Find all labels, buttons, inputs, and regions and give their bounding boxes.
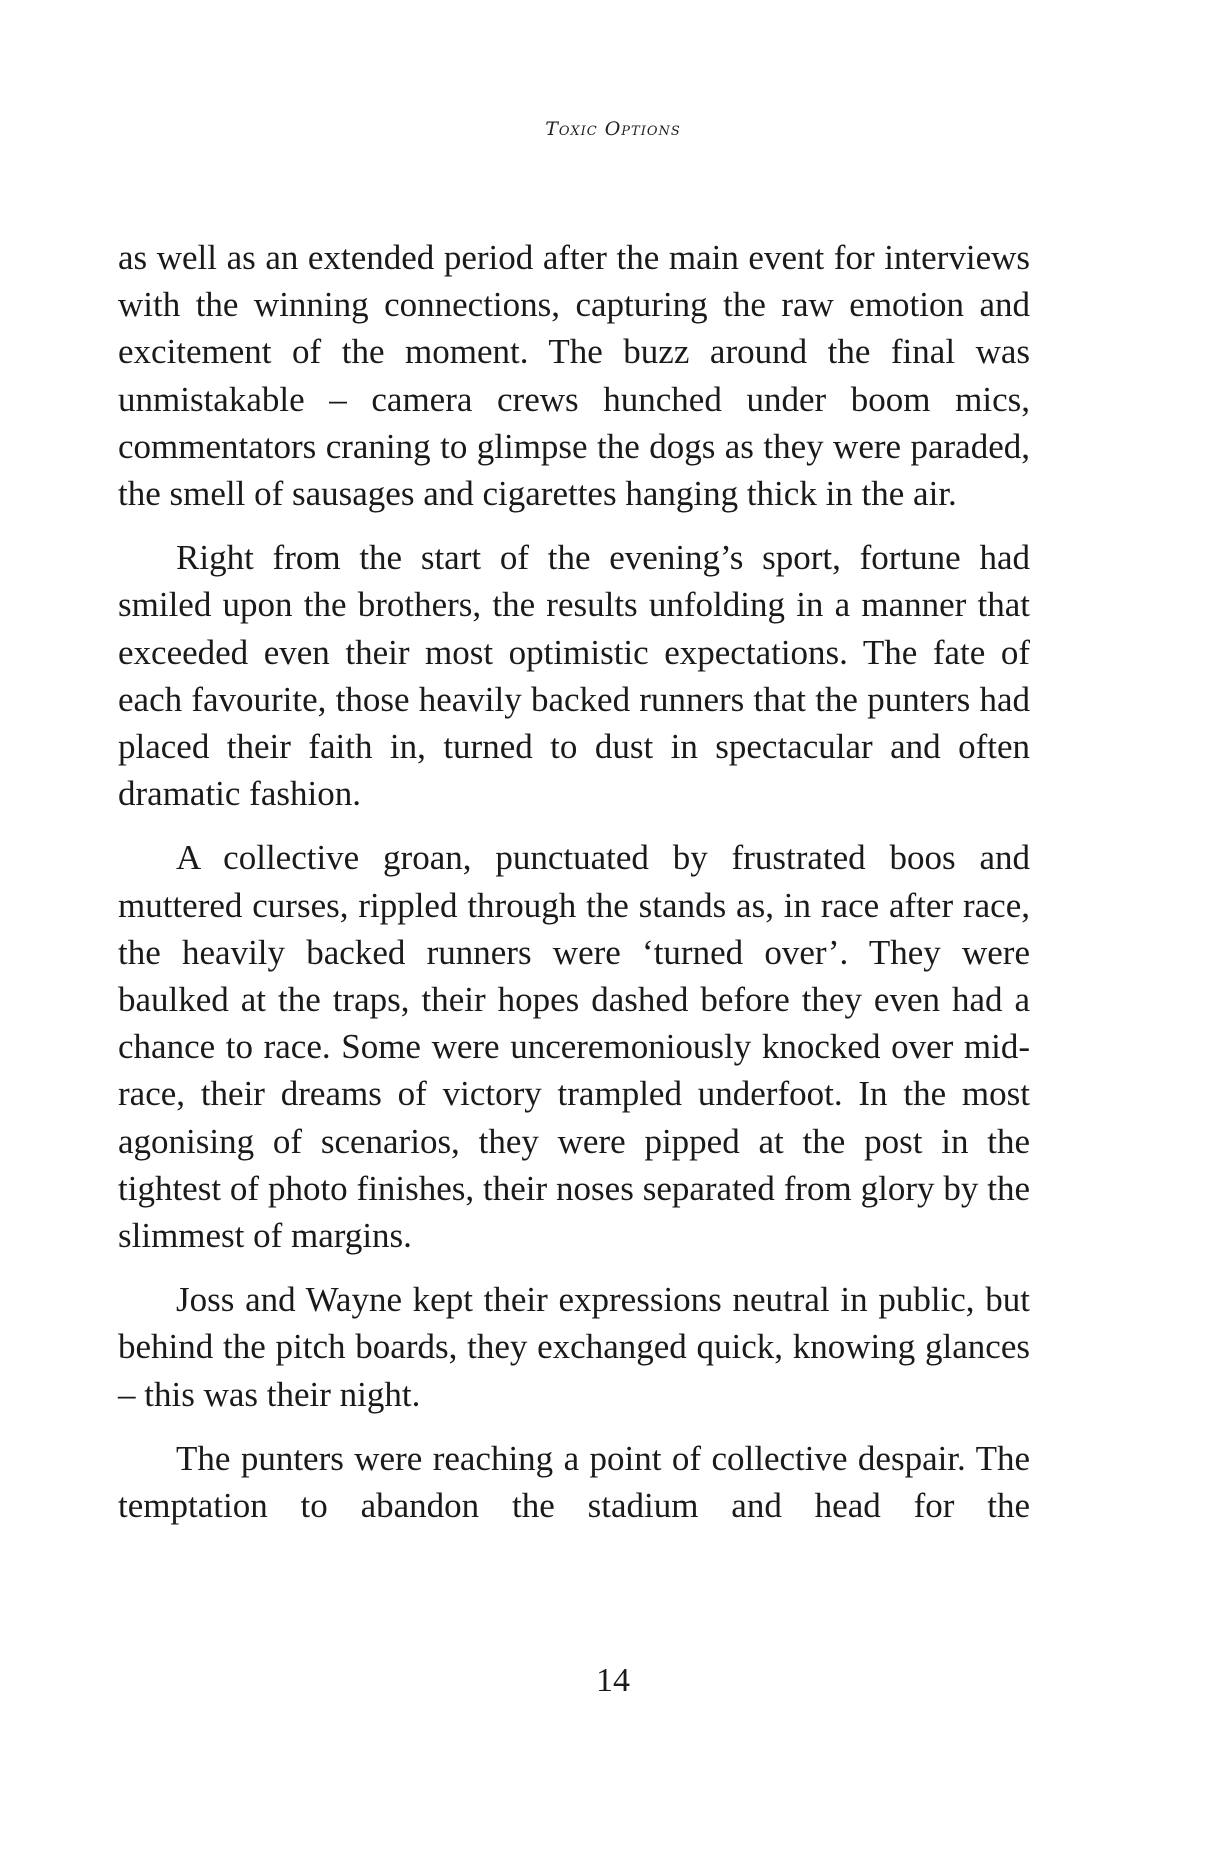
- running-header: Toxic Options: [545, 118, 681, 140]
- paragraph-2: Right from the start of the evening’s sport, fortune had smiled upon the brothers, the results unfolding in a manner that exceeded even their most optimistic expectations. The fate of each favourite, those heavily backed runners that the punters had placed their faith in, turned to dust in spectacular and often dramatic fashion.: [118, 538, 1030, 814]
- paragraph-5: The punters were reaching a point of collective despair. The temptation to abandon the stadium and head for the: [118, 1438, 1030, 1526]
- page-number: 14: [596, 1662, 630, 1699]
- paragraph-1: as well as an extended period after the main event for interviews with the winning connections, capturing the raw emotion and excitement of the moment. The buzz around the final was unmistakable – camera crews hunched under boom mics, commentators craning to glimpse the dogs as they were paraded, the smell of sausages and cigarettes hanging thick in the air.: [118, 238, 1030, 514]
- body-text: [118, 234, 1030, 1529]
- paragraph-3: A collective groan, punctuated by frustrated boos and muttered curses, rippled through the stands as, in race after race, the heavily backed runners were ‘turned over’. They were baulked at the traps, their hopes dashed before they even had a chance to race. Some were unceremoniously knocked over mid-race, their dreams of victory trampled underfoot. In the most agonising of scenarios, they were pipped at the post in the tightest of photo finishes, their noses separated from glory by the slimmest of margins.: [118, 838, 1030, 1256]
- paragraph-4: Joss and Wayne kept their expressions neutral in public, but behind the pitch boards, they exchanged quick, knowing glances – this was their night.: [118, 1280, 1030, 1414]
